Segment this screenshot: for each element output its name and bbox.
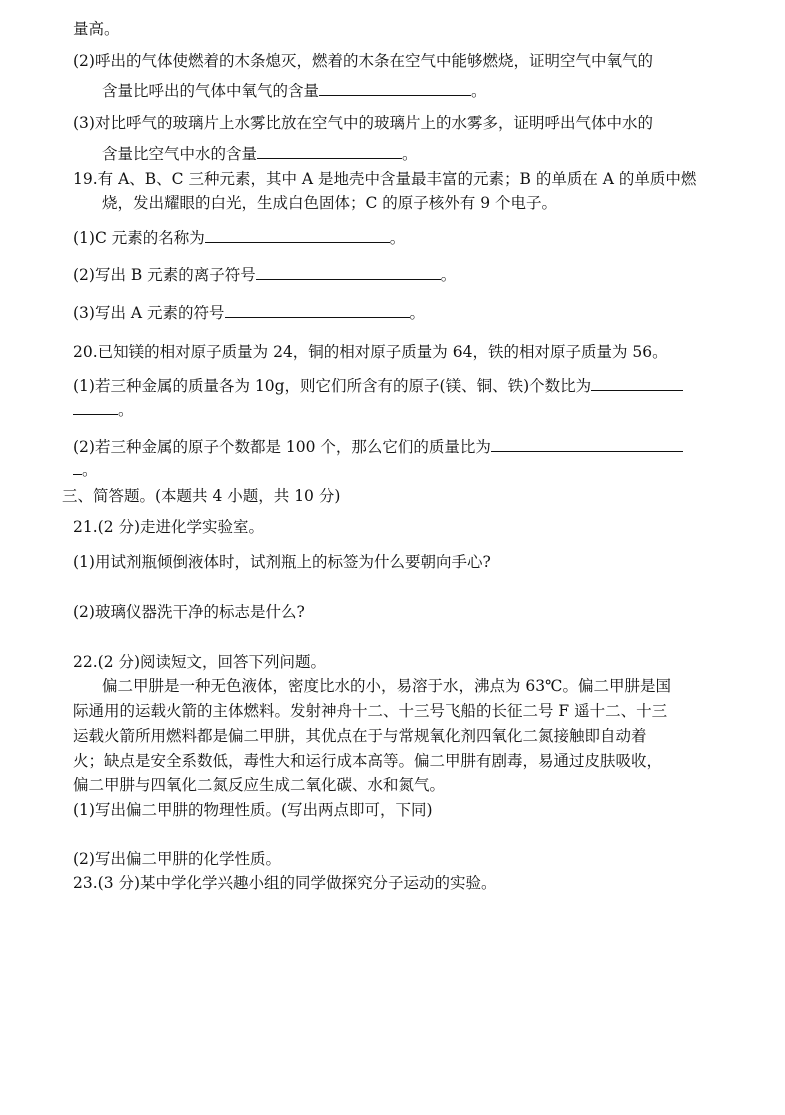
period: 。 [402,145,418,163]
passage-line: 偏二甲肼是一种无色液体，密度比水的小，易溶于水，沸点为 63℃。偏二甲肼是国 [102,677,671,695]
text-line: (2)玻璃仪器洗干净的标志是什么? [73,603,305,621]
text-line [102,80,487,102]
text-line: (3)对比呼气的玻璃片上水雾比放在空气中的玻璃片上的水雾多，证明呼出气体中水的 [73,114,653,132]
text-line [73,399,134,421]
period: 。 [471,82,487,100]
passage-line: 际通用的运载火箭的主体燃料。发射神舟十二、十三号飞船的长征二号 F 遥十二、十三 [73,702,668,720]
question-text: 含量比呼出的气体中氧气的含量 [102,82,320,100]
question-text: 含量比空气中水的含量 [102,145,258,163]
question-text: (2)写出 B 元素的离子符号 [73,266,256,284]
answer-blank[interactable] [225,302,410,318]
text-line: (2)呼出的气体使燃着的木条熄灭，燃着的木条在空气中能够燃烧，证明空气中氧气的 [73,52,653,70]
text-line: (1)用试剂瓶倾倒液体时，试剂瓶上的标签为什么要朝向手心? [73,553,491,571]
text-line [73,459,98,481]
answer-blank[interactable] [591,375,683,391]
period: 。 [409,304,426,322]
answer-blank[interactable] [319,80,471,96]
answer-blank[interactable] [491,436,683,452]
text-line [102,143,418,165]
period: 。 [118,401,134,419]
period: 。 [389,229,406,247]
answer-blank[interactable] [205,227,390,243]
question-text: (2)若三种金属的原子个数都是 100 个，那么它们的质量比为 [73,438,491,456]
question-23: 23.(3 分)某中学化学兴趣小组的同学做探究分子运动的实验。 [73,874,497,892]
passage-line: 偏二甲肼与四氧化二氮反应生成二氧化碳、水和氮气。 [73,776,446,794]
question-20: 20.已知镁的相对原子质量为 24，铜的相对原子质量为 64，铁的相对原子质量为 56。 [73,343,668,361]
period: 。 [440,266,457,284]
text-line: 烧，发出耀眼的白光，生成白色固体；C 的原子核外有 9 个电子。 [102,194,558,212]
text-line: (1)写出偏二甲肼的物理性质。(写出两点即可，下同) [73,801,433,819]
question-text: (3)写出 A 元素的符号 [73,304,225,322]
answer-blank[interactable] [257,143,402,159]
text-line [73,302,425,324]
answer-blank-continued[interactable] [73,459,82,475]
period: 。 [82,461,98,479]
question-text: (1)若三种金属的质量各为 10g，则它们所含有的原子(镁、铜、铁)个数比为 [73,377,592,395]
question-22: 22.(2 分)阅读短文，回答下列问题。 [73,653,327,671]
question-19: 19.有 A、B、C 三种元素，其中 A 是地壳中含量最丰富的元素；B 的单质在 A 的单质中燃 [73,170,697,188]
passage-line: 火；缺点是安全系数低，毒性大和运行成本高等。偏二甲肼有剧毒，易通过皮肤吸收， [73,752,663,770]
answer-blank-continued[interactable] [73,399,118,415]
section-heading: 三、简答题。(本题共 4 小题，共 10 分) [62,487,341,505]
text-line [73,436,683,458]
question-text: (1)C 元素的名称为 [73,229,205,247]
passage-line: 运载火箭所用燃料都是偏二甲肼，其优点在于与常规氧化剂四氧化二氮接触即自动着 [73,727,647,745]
text-line [73,375,683,397]
text-line [73,264,456,286]
question-21: 21.(2 分)走进化学实验室。 [73,518,265,536]
text-line: 量高。 [73,20,120,38]
text-line: (2)写出偏二甲肼的化学性质。 [73,850,281,868]
text-line [73,227,405,249]
answer-blank[interactable] [256,264,441,280]
